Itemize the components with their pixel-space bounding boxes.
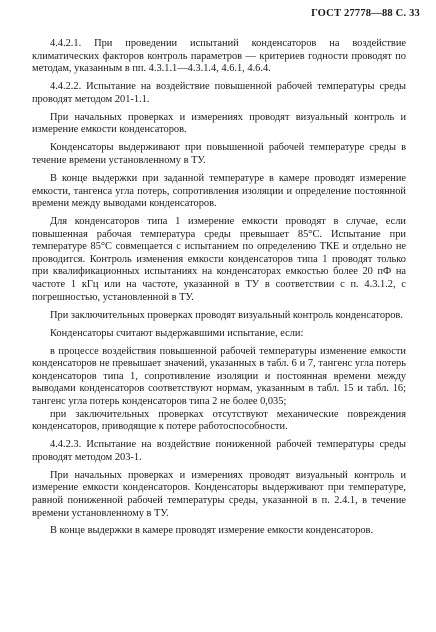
- running-head: ГОСТ 27778—88 С. 33: [311, 8, 420, 19]
- paragraph-final-checks: При заключительных проверках проводят визуальный контроль конденсаторов.: [50, 309, 403, 321]
- paragraph-4-4-2-2: 4.4.2.2. Испытание на воздействие повышенной рабочей температуры среды проводят методом 201-1.1.: [32, 81, 406, 105]
- paragraph-criterion-1: в процессе воздействия повышенной рабочей температуры изменение емкости конденсаторов не превышает значений, указанных в табл. 6 и 7, тангенс угла потерь конденсаторов типа 1, сопротивление изоляции и постоянная времени между выводами конденсаторов соответствуют нормам, указанным в табл. 15 и табл. 16; тангенс угла потерь конденсаторов типа 2 не более 0,035;: [32, 345, 406, 407]
- paragraph-type-1: Для конденсаторов типа 1 измерение емкости проводят в случае, если повышенная рабочая температура среды превышает 85°C. Испытание при температуре 85°C совмещается с испытанием по определению ТКЕ и отдельно не проводится. Контроль изменения емкости конденсаторов типа 1 проводят только при квалификационных испытаниях на конденсаторах емкостью более 20 пФ на частоте 1 кГц или на частоте, указанной в ТУ в соответствии с п. 4.3.1.2, с погрешностью, установленной в ТУ.: [32, 216, 406, 303]
- paragraph-initial-checks: При начальных проверках и измерениях проводят визуальный контроль и измерение емкости конденсаторов.: [32, 111, 406, 136]
- paragraph-low-temp-end: В конце выдержки в камере проводят измерение емкости конденсаторов.: [50, 525, 374, 537]
- paragraph-4-4-2-3: 4.4.2.3. Испытание на воздействие пониженной рабочей температуры среды проводят методом 203-1.: [32, 439, 406, 463]
- paragraph-low-temp-checks: При начальных проверках и измерениях проводят визуальный контроль и измерение емкости конденсаторов. Конденсаторы выдерживают при температуре, равной пониженной рабочей температуры среды, указанной в п. 2.4.1, в течение времени установленному в ТУ.: [32, 469, 406, 519]
- paragraph-criterion-2: при заключительных проверках отсутствуют механические повреждения конденсаторов, приводящие к потере работоспособности.: [32, 408, 406, 433]
- paragraph-end-of-exposure: В конце выдержки при заданной температуре в камере проводят измерение емкости, тангенса угла потерь, сопротивления изоляции и определение постоянной времени между выводами конденсаторов.: [32, 172, 406, 210]
- document-body: [32, 38, 406, 543]
- paragraph-4-4-2-1: 4.4.2.1. При проведении испытаний конденсаторов на воздействие климатических факторов контроль параметров — критериев годности проводят по методам, указанным в пп. 4.3.1.1—4.3.1.4, 4.6.1, 4.6.4.: [32, 38, 406, 75]
- paragraph-exposure: Конденсаторы выдерживают при повышенной рабочей температуре среды в течение времени установленному в ТУ.: [32, 142, 406, 166]
- paragraph-pass-criteria: Конденсаторы считают выдержавшими испытание, если:: [50, 327, 304, 339]
